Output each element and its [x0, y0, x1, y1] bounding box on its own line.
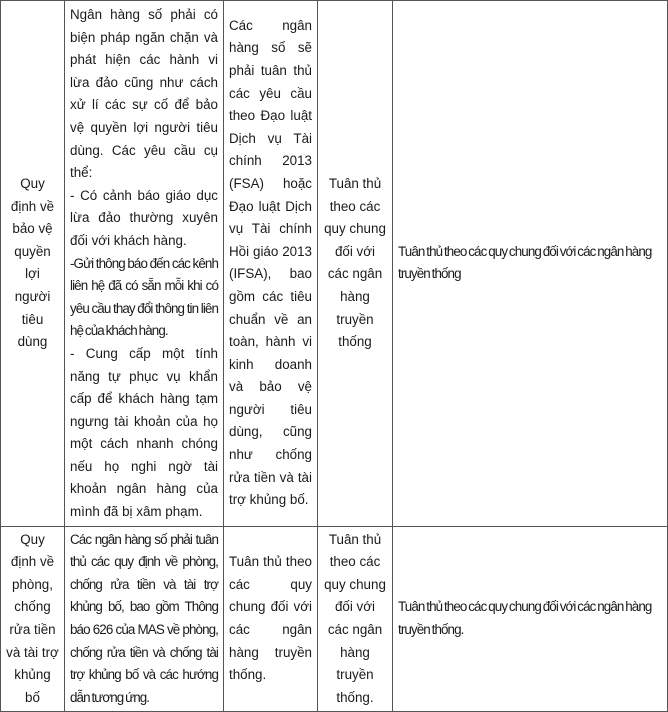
requirement-item: - Cung cấp một tính năng tự phục vụ khẩn cấp để khách hàng tạm ngưng tài khoản của họ một cách nhanh chóng nếu họ nghi ngờ tài khoản ngân hàng của mình đã bị xâm phạm. [70, 345, 218, 520]
category-cell [1, 1, 65, 527]
digital-bank-requirements-cell [65, 1, 224, 527]
requirements-intro: Các ngân hàng số phải tuân thủ các quy định về phòng, chống rửa tiền và tài trợ khủng bố, bao gồm Thông báo 626 của MAS về phòng, chống rửa tiền và chống tài trợ khủng bố và các hướng dẫn tương ứng. [70, 531, 218, 705]
requirement-item: - Có cảnh báo giáo dục lừa đảo thường xuyên đối với khách hàng. [70, 187, 218, 248]
digital-bank-requirements-cell [65, 526, 224, 712]
cell-text: Tuân thủ theo các quy chung đối với các ngân hàng truyền thống. [229, 554, 312, 683]
col4-cell [318, 526, 393, 712]
table-row [1, 1, 668, 527]
col5-cell [393, 526, 668, 712]
cell-text: Tuân thủ theo các quy chung đối với các ngân hàng truyền thống [324, 175, 386, 350]
cell-text: Tuân thủ theo các quy chung đối với các ngân hàng truyền thống [398, 243, 652, 282]
malaysia-requirements-cell [224, 526, 318, 712]
requirement-item: -Gửi thông báo đến các kênh liên hệ đã có sẵn mỗi khi có yêu cầu thay đổi thông tin liên hệ của khách hàng. [70, 255, 218, 339]
cell-text: Tuân thủ theo các quy chung đối với các ngân hàng truyền thống. [398, 599, 652, 638]
cell-text: Tuân thủ theo các quy chung đối với các ngân hàng truyền thống. [324, 531, 386, 705]
col5-cell [393, 1, 668, 527]
category-cell [1, 526, 65, 712]
category-text: Quy định về phòng, chống rửa tiền và tài trợ khủng bố [6, 531, 59, 705]
malaysia-requirements-cell [224, 1, 318, 527]
category-text: Quy định về bảo vệ quyền lợi người tiêu dùng [10, 175, 55, 350]
requirements-intro: Ngân hàng số phải có biện pháp ngăn chặn và phát hiện các hành vi lừa đảo cũng như cách xử lí các sự cố để bảo vệ quyền lợi người tiêu dùng. Các yêu cầu cụ thể: [70, 7, 218, 181]
col4-cell [318, 1, 393, 527]
table-row [1, 526, 668, 712]
cell-text: Các ngân hàng số sẽ phải tuân thủ các yêu cầu theo Đạo luật Dịch vụ Tài chính 2013 (FSA) hoặc Đạo luật Dịch vụ Tài chính Hồi giáo 2013 (IFSA), bao gồm các tiêu chuẩn về an toàn, hành vi kinh doanh và bảo vệ người tiêu dùng, cũng như chống rửa tiền và tài trợ khủng bố. [229, 17, 312, 508]
